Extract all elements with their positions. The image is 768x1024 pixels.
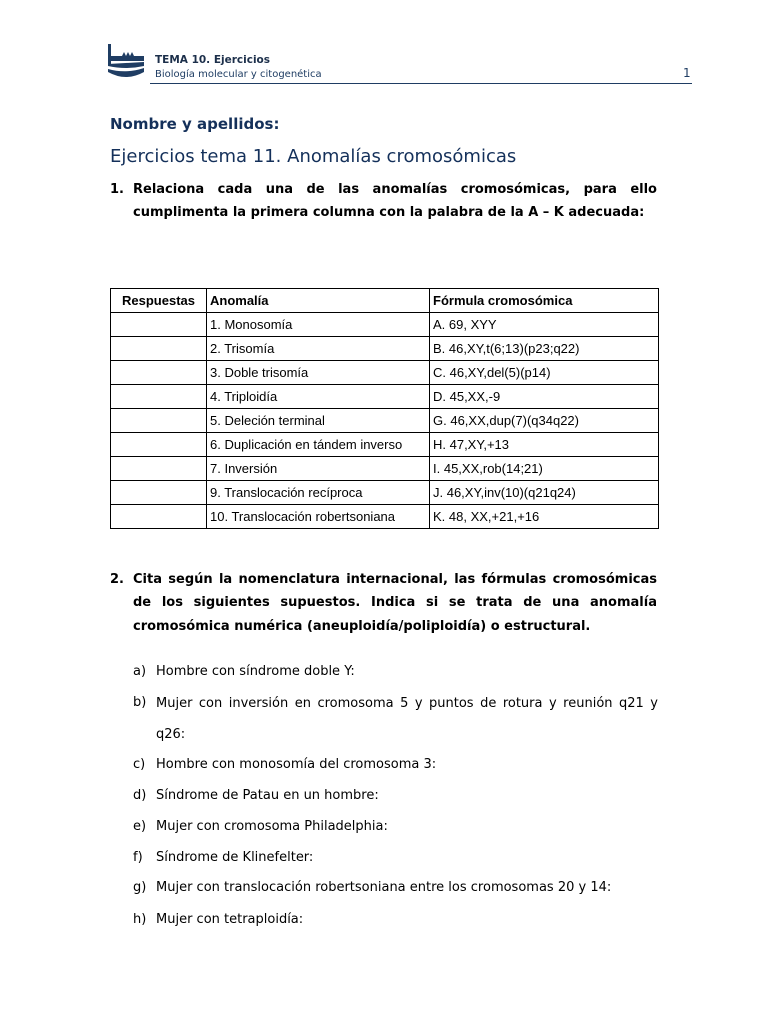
header-title: TEMA 10. Ejercicios xyxy=(155,54,271,66)
table-header-anomalia: Anomalía xyxy=(207,289,430,313)
list-item-letter: e) xyxy=(133,819,147,834)
list-item-letter: a) xyxy=(133,664,147,679)
table-row xyxy=(111,433,659,457)
answer-cell[interactable] xyxy=(111,457,207,481)
formula-cell: D. 45,XX,-9 xyxy=(430,385,659,409)
answer-cell[interactable] xyxy=(111,505,207,529)
answer-cell[interactable] xyxy=(111,433,207,457)
question-1-number: 1. xyxy=(110,182,124,197)
table-header-row xyxy=(111,289,659,313)
table-header-formula: Fórmula cromosómica xyxy=(430,289,659,313)
university-logo-icon xyxy=(108,44,144,82)
table-row xyxy=(111,313,659,337)
formula-cell: K. 48, XX,+21,+16 xyxy=(430,505,659,529)
anomaly-cell: 4. Triploidía xyxy=(207,385,430,409)
table-row xyxy=(111,361,659,385)
answer-cell[interactable] xyxy=(111,409,207,433)
list-item-letter: c) xyxy=(133,757,146,772)
list-item-letter: b) xyxy=(133,695,147,710)
formula-cell: I. 45,XX,rob(14;21) xyxy=(430,457,659,481)
list-item-text: Mujer con inversión en cromosoma 5 y puntos de rotura y reunión q21 y q26: xyxy=(156,696,658,742)
table-row xyxy=(111,385,659,409)
list-item-letter: d) xyxy=(133,788,147,803)
anomaly-cell: 3. Doble trisomía xyxy=(207,361,430,385)
list-item-text: Mujer con cromosoma Philadelphia: xyxy=(156,819,388,834)
question-2-number: 2. xyxy=(110,572,124,587)
formula-cell: B. 46,XY,t(6;13)(p23;q22) xyxy=(430,337,659,361)
answer-cell[interactable] xyxy=(111,385,207,409)
formula-cell: J. 46,XY,inv(10)(q21q24) xyxy=(430,481,659,505)
table-row xyxy=(111,481,659,505)
answer-cell[interactable] xyxy=(111,481,207,505)
formula-cell: H. 47,XY,+13 xyxy=(430,433,659,457)
header-subtitle: Biología molecular y citogenética xyxy=(155,69,322,80)
list-item-text: Hombre con monosomía del cromosoma 3: xyxy=(156,757,437,772)
list-item-text: Mujer con translocación robertsoniana entre los cromosomas 20 y 14: xyxy=(156,880,612,895)
page-title: Ejercicios tema 11. Anomalías cromosómicas xyxy=(110,146,517,167)
anomaly-cell: 6. Duplicación en tándem inverso xyxy=(207,433,430,457)
table-row xyxy=(111,337,659,361)
formula-cell: A. 69, XYY xyxy=(430,313,659,337)
table-row xyxy=(111,409,659,433)
anomalies-table xyxy=(110,288,659,529)
table-row xyxy=(111,457,659,481)
formula-cell: G. 46,XX,dup(7)(q34q22) xyxy=(430,409,659,433)
answer-cell[interactable] xyxy=(111,361,207,385)
list-item-letter: h) xyxy=(133,912,147,927)
formula-cell: C. 46,XY,del(5)(p14) xyxy=(430,361,659,385)
name-label: Nombre y apellidos: xyxy=(110,115,280,133)
page-number: 1 xyxy=(683,66,691,80)
list-item-letter: g) xyxy=(133,880,147,895)
answer-cell[interactable] xyxy=(111,313,207,337)
question-2-text: Cita según la nomenclatura internacional, las fórmulas cromosómicas de los siguientes supuestos. Indica si se trata de una anomalía cromosómica numérica (aneuploidía/poliploidía) o estructural. xyxy=(133,572,657,634)
list-item-text: Hombre con síndrome doble Y: xyxy=(156,664,355,679)
table-header-respuestas: Respuestas xyxy=(111,289,207,313)
list-item-letter: f) xyxy=(133,850,143,865)
answer-cell[interactable] xyxy=(111,337,207,361)
anomaly-cell: 10. Translocación robertsoniana xyxy=(207,505,430,529)
anomaly-cell: 7. Inversión xyxy=(207,457,430,481)
anomaly-cell: 1. Monosomía xyxy=(207,313,430,337)
list-item-text: Síndrome de Patau en un hombre: xyxy=(156,788,379,803)
list-item-text: Síndrome de Klinefelter: xyxy=(156,850,314,865)
table-row xyxy=(111,505,659,529)
list-item-text: Mujer con tetraploidía: xyxy=(156,912,304,927)
anomaly-cell: 5. Deleción terminal xyxy=(207,409,430,433)
anomaly-cell: 9. Translocación recíproca xyxy=(207,481,430,505)
question-1-text: Relaciona cada una de las anomalías cromosómicas, para ello cumplimenta la primera columna con la palabra de la A – K adecuada: xyxy=(133,182,657,221)
header-divider xyxy=(150,83,692,84)
anomaly-cell: 2. Trisomía xyxy=(207,337,430,361)
